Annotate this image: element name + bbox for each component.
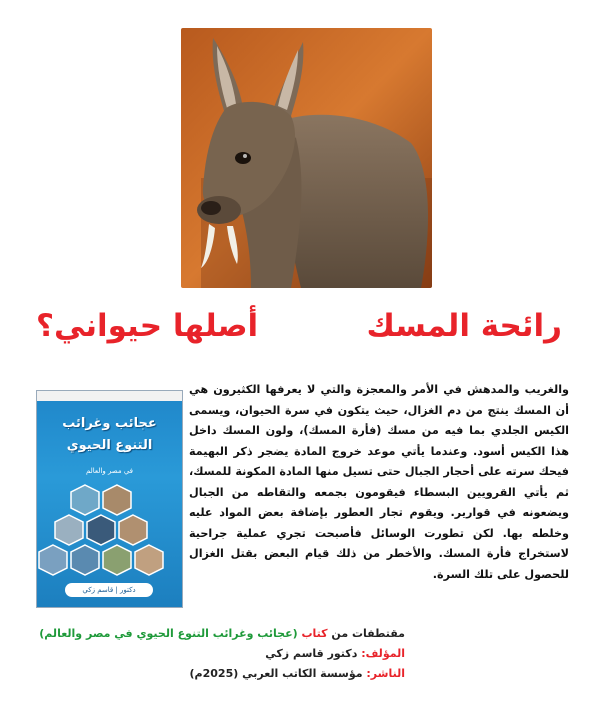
publisher-label: الناشر: bbox=[366, 667, 405, 680]
book-cover-band bbox=[37, 391, 182, 401]
publisher-name: مؤسسة الكاتب العربي (2025م) bbox=[189, 667, 363, 680]
book-cover-author: دكتور | قاسم زكي bbox=[65, 583, 153, 597]
author-label: المؤلف: bbox=[361, 647, 405, 660]
book-cover-subtitle: في مصر والعالم bbox=[85, 467, 134, 475]
credits-publisher-line bbox=[30, 664, 405, 684]
credits-author-line bbox=[30, 644, 405, 664]
credits-excerpt-line bbox=[30, 624, 405, 644]
title-part-1: رائحة المسك bbox=[366, 308, 562, 344]
excerpt-book-title: (عجائب وغرائب التنوع الحيوي في مصر والعالم) bbox=[39, 627, 298, 640]
excerpt-prefix: مقتطفات من bbox=[331, 627, 405, 640]
title-part-2: أصلها حيواني؟ bbox=[36, 308, 259, 344]
book-cover-hexagons bbox=[37, 481, 182, 581]
musk-deer-photo bbox=[181, 28, 432, 288]
musk-deer-illustration bbox=[181, 28, 432, 288]
book-cover bbox=[36, 390, 183, 608]
article-body: والغريب والمدهش في الأمر والمعجزة والتي لا يعرفها الكثيرون هي أن المسك ينتج من دم الغزال، حيث يتكون في سرة الحيوان، ويسمى الكيس الجلدي بما فيه من مسك (فأرة المسك)، ولون المسك داخل هذا الكيس أسود. وعندما يأتي موعد خروج المادة يضجر ذكر البهيمة فيحك سرته على أحجار الجبال حتى تسيل منها المادة المكونة للمسك، ثم يأتي القرويين البسطاء فيقومون بجمعه والتقاطه من الجبال ويضعونه في قوارير. ويقوم تجار العطور بإضافة بعض المواد عليه وخلطه بها. لكن تطورت الوسائل فأصبحت تجري عملية جراحية لاستخراج فأرة المسك. والأخطر من ذلك قيام البعض بقتل الغزال للحصول على تلك السرة. bbox=[189, 383, 569, 581]
book-cover-title: عجائب وغرائب التنوع الحيوي bbox=[62, 416, 157, 453]
excerpt-book-word: كتاب bbox=[301, 627, 328, 640]
author-name: دكتور قاسم زكي bbox=[265, 647, 358, 660]
credits bbox=[30, 624, 405, 684]
